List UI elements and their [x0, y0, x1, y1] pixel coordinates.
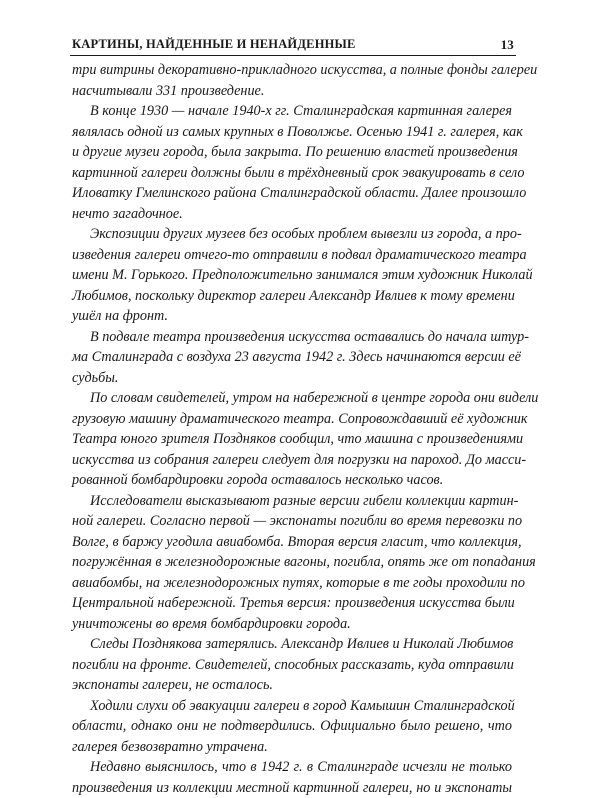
text-line: ушёл на фронт.	[72, 306, 512, 327]
paragraph	[72, 327, 512, 389]
text-line: В конце 1930 — начале 1940-х гг. Сталинградская картинная галерея	[72, 101, 512, 122]
text-line: погружённая в железнодорожные вагоны, погибла, опять же от попадания	[72, 552, 512, 573]
chapter-title: КАРТИНЫ, НАЙДЕННЫЕ И НЕНАЙДЕННЫЕ	[72, 37, 356, 52]
text-line: и другие музеи города, была закрыта. По решению властей произведения	[72, 142, 512, 163]
body-text	[72, 60, 512, 798]
text-line: Ходили слухи об эвакуации галереи в город Камышин Сталинградской	[72, 696, 512, 717]
text-line: области, однако они не подтвердились. Официально было решено, что	[72, 716, 512, 737]
text-line: три витрины декоративно-прикладного искусства, а полные фонды галереи	[72, 60, 512, 81]
text-line: судьбы.	[72, 368, 512, 389]
text-line: Иловатку Гмелинского района Сталинградской области. Далее произошло	[72, 183, 512, 204]
text-line: погибли на фронте. Свидетелей, способных рассказать, куда отправили	[72, 655, 512, 676]
text-line: Театра юного зрителя Поздняков сообщил, что машина с произведениями	[72, 429, 512, 450]
text-line: уничтожены во время бомбардировки города.	[72, 614, 512, 635]
text-line: являлась одной из самых крупных в Поволжье. Осенью 1941 г. галерея, как	[72, 122, 512, 143]
paragraph	[72, 757, 512, 798]
text-line: имени М. Горького. Предположительно занимался этим художник Николай	[72, 265, 512, 286]
text-line: Центральной набережной. Третья версия: произведения искусства были	[72, 593, 512, 614]
text-line: Исследователи высказывают разные версии гибели коллекции картин-	[72, 491, 512, 512]
text-line: изведения галереи отчего-то отправили в подвал драматического театра	[72, 245, 512, 266]
text-line: Экспозиции других музеев без особых проблем вывезли из города, а про-	[72, 224, 512, 245]
paragraph	[72, 491, 512, 635]
text-line: рованной бомбардировки города оставалось несколько часов.	[72, 470, 512, 491]
text-line: насчитывали 331 произведение.	[72, 81, 512, 102]
text-line: нечто загадочное.	[72, 204, 512, 225]
text-line: ной галереи. Согласно первой — экспонаты погибли во время перевозки по	[72, 511, 512, 532]
header-rule	[70, 55, 516, 56]
text-line: искусства из собрания галереи следует для погрузки на пароход. До масси-	[72, 450, 512, 471]
page-number: 13	[501, 37, 514, 53]
text-line: Следы Позднякова затерялись. Александр Ивлиев и Николай Любимов	[72, 634, 512, 655]
text-line: грузовую машину драматического театра. Сопровождавший её художник	[72, 409, 512, 430]
paragraph	[72, 634, 512, 696]
paragraph	[72, 60, 512, 101]
text-line: галерея безвозвратно утрачена.	[72, 737, 512, 758]
text-line: ма Сталинграда с воздуха 23 августа 1942 г. Здесь начинаются версии её	[72, 347, 512, 368]
text-line: Недавно выяснилось, что в 1942 г. в Сталинграде исчезли не только	[72, 757, 512, 778]
text-line: Волге, в баржу угодила авиабомба. Вторая версия гласит, что коллекция,	[72, 532, 512, 553]
text-line: Любимов, поскольку директор галереи Александр Ивлиев к тому времени	[72, 286, 512, 307]
paragraph	[72, 696, 512, 758]
text-line: В подвале театра произведения искусства оставались до начала штур-	[72, 327, 512, 348]
text-line: По словам свидетелей, утром на набережной в центре города они видели	[72, 388, 512, 409]
paragraph	[72, 224, 512, 327]
text-line: экспонаты галереи, не осталось.	[72, 675, 512, 696]
text-line: авиабомбы, на железнодорожных путях, которые в те годы проходили по	[72, 573, 512, 594]
running-header	[70, 36, 516, 54]
paragraph	[72, 388, 512, 491]
paragraph	[72, 101, 512, 224]
text-line: произведения из коллекции местной картинной галереи, но и экспонаты	[72, 778, 512, 798]
text-line: картинной галереи должны были в трёхдневный срок эвакуировать в село	[72, 163, 512, 184]
